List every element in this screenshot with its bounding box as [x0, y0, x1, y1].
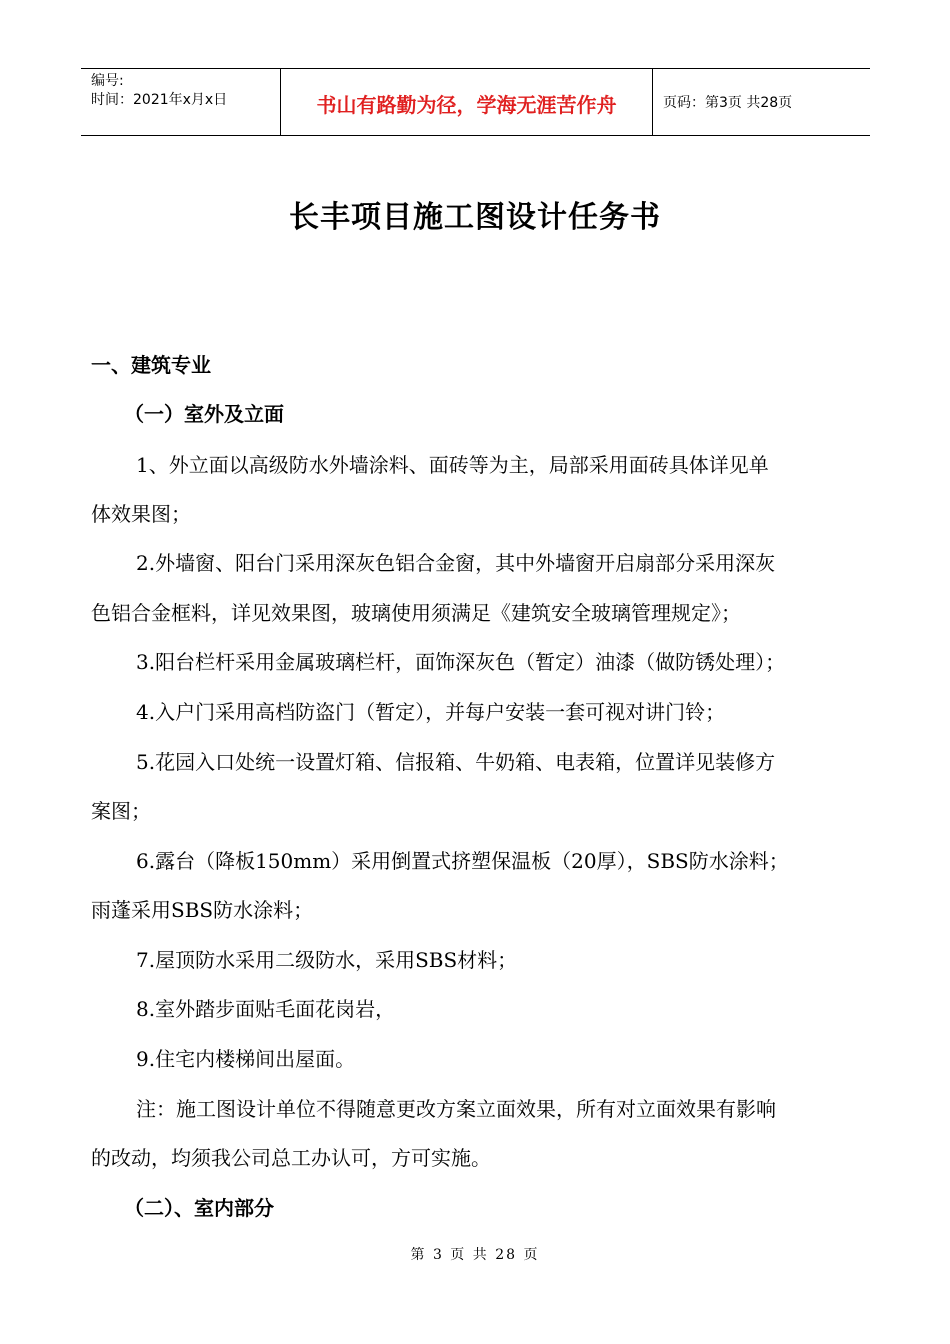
header-meta-cell — [81, 69, 281, 135]
section-heading-architecture: 一、建筑专业 — [91, 353, 211, 377]
serial-number-label: 编号: — [91, 73, 124, 89]
time-label: 时间：2021年x月x日 — [91, 92, 228, 108]
paragraph-line: 8.室外踏步面贴毛面花岗岩， — [136, 997, 396, 1021]
page-header — [81, 68, 870, 136]
paragraph-line: 9.住宅内楼梯间出屋面。 — [136, 1047, 356, 1071]
note-line: 的改动，均须我公司总工办认可，方可实施。 — [91, 1146, 491, 1170]
paragraph-line: 7.屋顶防水采用二级防水，采用SBS材料； — [136, 948, 518, 972]
paragraph-line: 5.花园入口处统一设置灯箱、信报箱、牛奶箱、电表箱，位置详见装修方 — [136, 750, 776, 774]
paragraph-line: 6.露台（降板150mm）采用倒置式挤塑保温板（20厚），SBS防水涂料； — [136, 849, 789, 873]
header-page-info: 页码：第3页 共28页 — [663, 95, 793, 111]
paragraph-line: 色铝合金框料，详见效果图，玻璃使用须满足《建筑安全玻璃管理规定》； — [91, 601, 741, 625]
paragraph-line: 3.阳台栏杆采用金属玻璃栏杆，面饰深灰色（暂定）油漆（做防锈处理）； — [136, 650, 786, 674]
header-motto: 书山有路勤为径，学海无涯苦作舟 — [281, 69, 653, 135]
subsection-heading-exterior: （一）室外及立面 — [124, 402, 284, 426]
subsection-heading-interior: （二）、室内部分 — [124, 1196, 274, 1220]
note-line: 注：施工图设计单位不得随意更改方案立面效果，所有对立面效果有影响 — [136, 1097, 776, 1121]
paragraph-line: 体效果图； — [91, 502, 191, 526]
paragraph-line: 4.入户门采用高档防盗门（暂定），并每户安装一套可视对讲门铃； — [136, 700, 726, 724]
paragraph-line: 案图； — [91, 799, 151, 823]
page-footer: 第 3 页 共 28 页 — [410, 1247, 540, 1263]
paragraph-line: 1、外立面以高级防水外墙涂料、面砖等为主，局部采用面砖具体详见单 — [136, 453, 769, 477]
document-title: 长丰项目施工图设计任务书 — [289, 200, 661, 235]
paragraph-line: 雨蓬采用SBS防水涂料； — [91, 898, 314, 922]
paragraph-line: 2.外墙窗、阳台门采用深灰色铝合金窗，其中外墙窗开启扇部分采用深灰 — [136, 551, 776, 575]
